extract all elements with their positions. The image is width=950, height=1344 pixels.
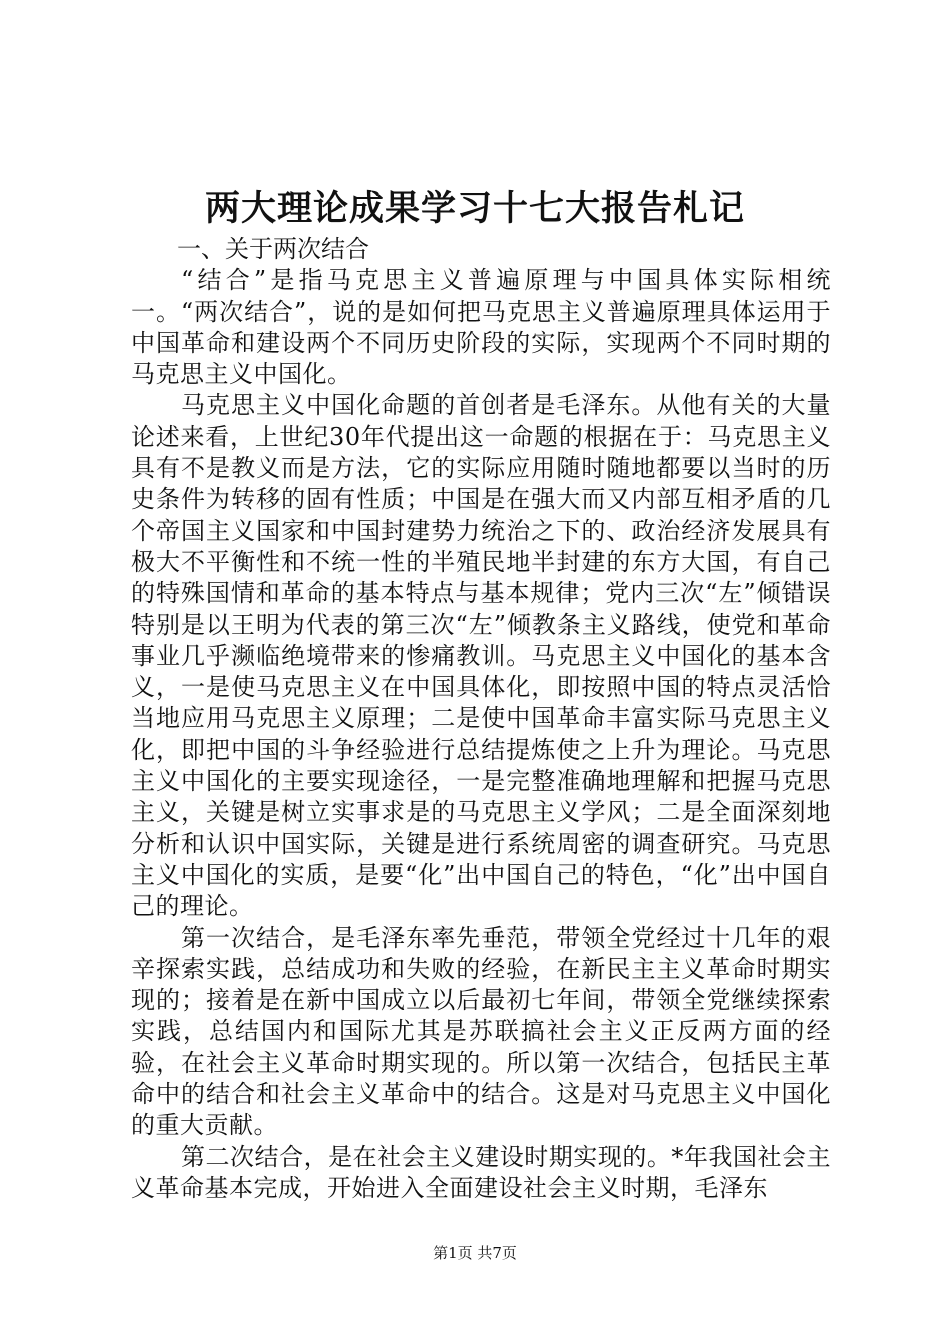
paragraph: 第一次结合，是毛泽东率先垂范，带领全党经过十几年的艰辛探索实践，总结成功和失败的经验，在新民主主义革命时期实现的；接着是在新中国成立以后最初七年间，带领全党继续探索实践，总结国内和国际尤其是苏联搞社会主义正反两方面的经验，在社会主义革命时期实现的。所以第一次结合，包括民主革命中的结合和社会主义革命中的结合。这是对马克思主义中国化的重大贡献。 <box>131 923 831 1140</box>
paragraph: 马克思主义中国化命题的首创者是毛泽东。从他有关的大量论述来看，上世纪30年代提出这一命题的根据在于：马克思主义具有不是教义而是方法，它的实际应用随时随地都要以当时的历史条件为转移的固有性质；中国是在强大而又内部互相矛盾的几个帝国主义国家和中国封建势力统治之下的、政治经济发展具有极大不平衡性和不统一性的半殖民地半封建的东方大国，有自己的特殊国情和革命的基本特点与基本规律；党内三次“左”倾错误特别是以王明为代表的第三次“左”倾教条主义路线，使党和革命事业几乎濒临绝境带来的惨痛教训。马克思主义中国化的基本含义，一是使马克思主义在中国具体化，即按照中国的特点灵活恰当地应用马克思主义原理；二是使中国革命丰富实际马克思主义化，即把中国的斗争经验进行总结提炼使之上升为理论。马克思主义中国化的主要实现途径，一是完整准确地理解和把握马克思主义，关键是树立实事求是的马克思主义学风；二是全面深刻地分析和认识中国实际，关键是进行系统周密的调查研究。马克思主义中国化的实质，是要“化”出中国自己的特色，“化”出中国自己的理论。 <box>131 391 831 921</box>
paragraph: 第二次结合，是在社会主义建设时期实现的。*年我国社会主义革命基本完成，开始进入全面建设社会主义时期，毛泽东 <box>131 1142 831 1202</box>
document-title: 两大理论成果学习十七大报告札记 <box>204 188 745 229</box>
document-body <box>131 234 831 1204</box>
paragraph: “结合”是指马克思主义普遍原理与中国具体实际相统一。“两次结合”，说的是如何把马克思主义普遍原理具体运用于中国革命和建设两个不同历史阶段的实际，实现两个不同时期的马克思主义中国化。 <box>131 266 831 389</box>
page-number-footer: 第1页 共7页 <box>433 1244 517 1262</box>
section-heading: 一、关于两次结合 <box>177 235 369 263</box>
